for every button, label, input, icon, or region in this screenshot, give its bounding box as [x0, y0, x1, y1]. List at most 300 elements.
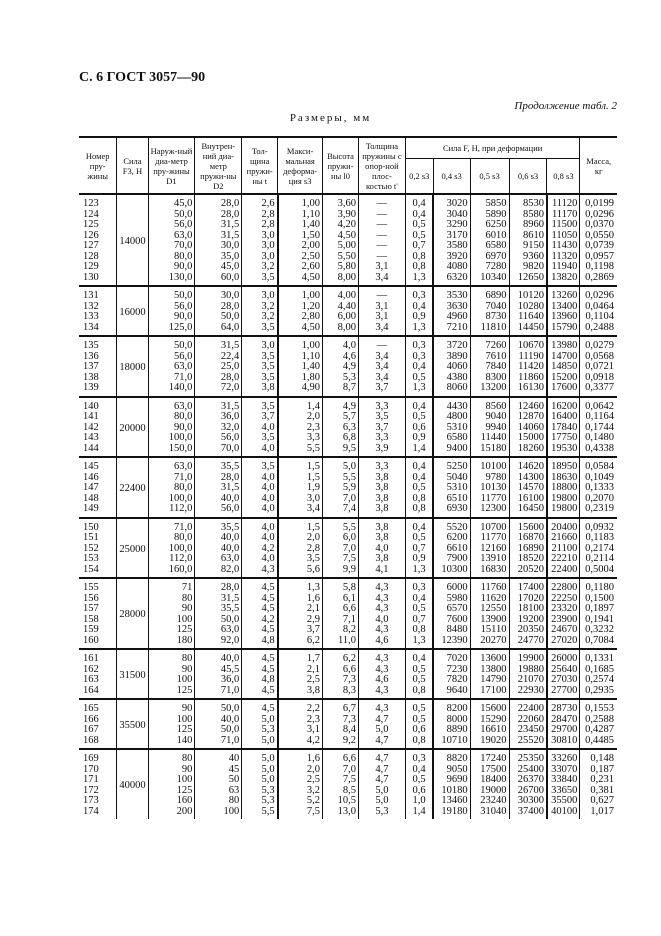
- mass-cell: 0,231: [580, 775, 617, 786]
- force-05-cell: 15290: [470, 715, 509, 726]
- force-04-cell: 10180: [433, 786, 470, 797]
- inner-diameter-cell: 45: [195, 765, 242, 776]
- support-thickness-cell: 3,3: [358, 433, 405, 444]
- inner-diameter-cell: 56,0: [195, 433, 242, 444]
- spring-number-cell: 126: [83, 229, 99, 241]
- max-deformation-cell: 2,1: [278, 604, 323, 615]
- force-02-cell: 0,6: [405, 423, 433, 434]
- height-cell: 8,7: [323, 383, 359, 397]
- force-06-cell: 14570: [509, 483, 547, 494]
- outer-diameter-cell: 80,0: [148, 412, 195, 423]
- force-08-cell: 21100: [547, 544, 580, 555]
- mass-cell: 0,1500: [580, 594, 617, 605]
- outer-diameter-cell: 71,0: [148, 518, 195, 534]
- thickness-cell: 5,0: [242, 749, 278, 765]
- height-cell: 7,5: [323, 775, 359, 786]
- outer-diameter-cell: 56,0: [148, 352, 195, 363]
- force-06-cell: 15600: [509, 518, 547, 534]
- inner-diameter-cell: 40,0: [195, 533, 242, 544]
- force-f3-cell: 16000: [117, 286, 148, 336]
- height-cell: 7,0: [323, 494, 359, 505]
- support-thickness-cell: —: [358, 252, 405, 263]
- spring-number-cell: 152: [83, 542, 99, 554]
- height-cell: 11,0: [323, 636, 359, 650]
- force-06-cell: 25520: [509, 736, 547, 750]
- max-deformation-cell: 1,00: [278, 286, 323, 302]
- outer-diameter-cell: 90,0: [148, 262, 195, 273]
- spring-number-cell: 162: [83, 663, 99, 675]
- force-02-cell: 0,5: [405, 533, 433, 544]
- force-06-cell: 20350: [509, 625, 547, 636]
- force-02-cell: 0,9: [405, 554, 433, 565]
- mass-cell: 0,3232: [580, 625, 617, 636]
- force-02-cell: 0,8: [405, 736, 433, 750]
- force-02-cell: 0,4: [405, 194, 433, 210]
- height-cell: 6,8: [323, 433, 359, 444]
- force-08-cell: 11430: [547, 241, 580, 252]
- force-04-cell: 13460: [433, 796, 470, 807]
- spring-number-cell: 172: [83, 784, 99, 796]
- force-08-cell: 26000: [547, 649, 580, 665]
- force-02-cell: 0,4: [405, 457, 433, 473]
- force-06-cell: 25400: [509, 765, 547, 776]
- force-06-cell: 18100: [509, 604, 547, 615]
- force-04-cell: 7230: [433, 665, 470, 676]
- force-06-cell: 14300: [509, 473, 547, 484]
- max-deformation-cell: 2,60: [278, 262, 323, 273]
- force-05-cell: 10130: [470, 483, 509, 494]
- table-row: [79, 323, 617, 337]
- force-04-cell: 8060: [433, 383, 470, 397]
- mass-cell: 0,0550: [580, 231, 617, 242]
- force-f3-cell: 14000: [117, 194, 148, 286]
- spring-number-cell: 161: [83, 653, 99, 664]
- force-08-cell: 14700: [547, 352, 580, 363]
- force-05-cell: 12550: [470, 604, 509, 615]
- spring-number-cell: 167: [83, 724, 99, 735]
- inner-diameter-cell: 72,0: [195, 383, 242, 397]
- spring-number-cell: 151: [83, 532, 99, 543]
- thickness-cell: 4,5: [242, 699, 278, 715]
- outer-diameter-cell: 125,0: [148, 323, 195, 337]
- force-08-cell: 11500: [547, 220, 580, 231]
- max-deformation-cell: 4,90: [278, 383, 323, 397]
- mass-cell: 0,1941: [580, 615, 617, 626]
- thickness-cell: 4,0: [242, 473, 278, 484]
- max-deformation-cell: 2,8: [278, 544, 323, 555]
- force-08-cell: 18950: [547, 457, 580, 473]
- force-04-cell: 7020: [433, 649, 470, 665]
- spring-number-cell: 164: [83, 684, 99, 696]
- max-deformation-cell: 3,8: [278, 686, 323, 700]
- table-row: [79, 504, 617, 518]
- spring-number-cell: 174: [83, 805, 99, 817]
- max-deformation-cell: 1,40: [278, 362, 323, 373]
- mass-cell: 0,2070: [580, 494, 617, 505]
- force-02-cell: 0,3: [405, 336, 433, 352]
- outer-diameter-cell: 90,0: [148, 312, 195, 323]
- force-06-cell: 10670: [509, 336, 547, 352]
- spring-number-cell: 145: [83, 461, 99, 472]
- force-04-cell: 5310: [433, 483, 470, 494]
- mass-cell: 0,0370: [580, 220, 617, 231]
- support-thickness-cell: 3,1: [358, 312, 405, 323]
- force-04-cell: 9640: [433, 686, 470, 700]
- spring-number-cell: 153: [83, 553, 99, 564]
- force-05-cell: 18400: [470, 775, 509, 786]
- header-number: Номер пру-жины: [79, 137, 117, 194]
- force-05-cell: 11440: [470, 433, 509, 444]
- thickness-cell: 4,8: [242, 675, 278, 686]
- inner-diameter-cell: 100: [195, 807, 242, 820]
- mass-cell: 0,4338: [580, 444, 617, 458]
- force-02-cell: 0,3: [405, 578, 433, 594]
- mass-cell: 0,0279: [580, 336, 617, 352]
- force-06-cell: 10120: [509, 286, 547, 302]
- thickness-cell: 4,5: [242, 625, 278, 636]
- spring-number-cell: 148: [83, 492, 99, 504]
- thickness-cell: 4,0: [242, 504, 278, 518]
- support-thickness-cell: 3,8: [358, 554, 405, 565]
- max-deformation-cell: 1,7: [278, 649, 323, 665]
- force-02-cell: 0,5: [405, 604, 433, 615]
- force-04-cell: 5250: [433, 457, 470, 473]
- support-thickness-cell: 3,9: [358, 444, 405, 458]
- spring-number-cell: 147: [83, 482, 99, 493]
- force-08-cell: 30810: [547, 736, 580, 750]
- force-05-cell: 11620: [470, 594, 509, 605]
- thickness-cell: 3,0: [242, 336, 278, 352]
- thickness-cell: 4,0: [242, 554, 278, 565]
- force-f3-cell: 22400: [117, 457, 148, 518]
- max-deformation-cell: 6,2: [278, 636, 323, 650]
- table-row: [79, 518, 617, 534]
- force-06-cell: 16870: [509, 533, 547, 544]
- table-row: [79, 362, 617, 373]
- force-04-cell: 4800: [433, 412, 470, 423]
- force-04-cell: 10300: [433, 565, 470, 579]
- spring-number-cell: 134: [83, 321, 99, 333]
- force-06-cell: 26370: [509, 775, 547, 786]
- height-cell: 3,60: [323, 194, 359, 210]
- table-row: [79, 636, 617, 650]
- max-deformation-cell: 2,2: [278, 699, 323, 715]
- force-06-cell: 14450: [509, 323, 547, 337]
- force-05-cell: 8560: [470, 397, 509, 413]
- mass-cell: 0,0932: [580, 518, 617, 534]
- force-06-cell: 12650: [509, 273, 547, 287]
- max-deformation-cell: 3,7: [278, 625, 323, 636]
- inner-diameter-cell: 63: [195, 786, 242, 797]
- table-row: [79, 649, 617, 665]
- support-thickness-cell: —: [358, 336, 405, 352]
- max-deformation-cell: 2,5: [278, 675, 323, 686]
- force-04-cell: 4960: [433, 312, 470, 323]
- mass-cell: 0,1183: [580, 533, 617, 544]
- max-deformation-cell: 1,20: [278, 302, 323, 313]
- inner-diameter-cell: 28,0: [195, 373, 242, 384]
- force-05-cell: 13900: [470, 615, 509, 626]
- spring-number-cell: 160: [83, 634, 99, 646]
- max-deformation-cell: 3,1: [278, 725, 323, 736]
- height-cell: 6,00: [323, 312, 359, 323]
- force-05-cell: 16610: [470, 725, 509, 736]
- force-06-cell: 8610: [509, 231, 547, 242]
- force-06-cell: 18260: [509, 444, 547, 458]
- outer-diameter-cell: 112,0: [148, 504, 195, 518]
- force-08-cell: 35500: [547, 796, 580, 807]
- force-04-cell: 3040: [433, 210, 470, 221]
- max-deformation-cell: 5,6: [278, 565, 323, 579]
- thickness-cell: 4,2: [242, 544, 278, 555]
- force-04-cell: 4080: [433, 262, 470, 273]
- height-cell: 5,0: [323, 457, 359, 473]
- force-08-cell: 22400: [547, 565, 580, 579]
- thickness-cell: 3,5: [242, 323, 278, 337]
- spring-number-cell: 139: [83, 382, 99, 393]
- spring-number-cell: 129: [83, 261, 99, 272]
- max-deformation-cell: 5,2: [278, 796, 323, 807]
- force-05-cell: 14790: [470, 675, 509, 686]
- force-02-cell: 0,5: [405, 412, 433, 423]
- force-06-cell: 17020: [509, 594, 547, 605]
- mass-cell: 1,017: [580, 807, 617, 820]
- force-08-cell: 20400: [547, 518, 580, 534]
- outer-diameter-cell: 150,0: [148, 444, 195, 458]
- max-deformation-cell: 3,4: [278, 504, 323, 518]
- support-thickness-cell: 4,3: [358, 625, 405, 636]
- force-04-cell: 4380: [433, 373, 470, 384]
- force-04-cell: 3020: [433, 194, 470, 210]
- thickness-cell: 3,2: [242, 302, 278, 313]
- support-thickness-cell: 3,4: [358, 323, 405, 337]
- thickness-cell: 2,8: [242, 220, 278, 231]
- force-05-cell: 10340: [470, 273, 509, 287]
- inner-diameter-cell: 30,0: [195, 241, 242, 252]
- spring-number-cell: 165: [83, 703, 99, 714]
- outer-diameter-cell: 71: [148, 578, 195, 594]
- force-05-cell: 15600: [470, 699, 509, 715]
- force-05-cell: 9040: [470, 412, 509, 423]
- thickness-cell: 3,5: [242, 273, 278, 287]
- force-04-cell: 3720: [433, 336, 470, 352]
- height-cell: 8,2: [323, 625, 359, 636]
- spring-number-cell: 171: [83, 774, 99, 785]
- force-06-cell: 18520: [509, 554, 547, 565]
- outer-diameter-cell: 125: [148, 625, 195, 636]
- max-deformation-cell: 7,5: [278, 807, 323, 820]
- force-02-cell: 1,3: [405, 323, 433, 337]
- force-02-cell: 0,4: [405, 649, 433, 665]
- force-05-cell: 17240: [470, 749, 509, 765]
- force-06-cell: 9150: [509, 241, 547, 252]
- header-f06: 0,6 s3: [509, 159, 547, 195]
- force-02-cell: 0,5: [405, 231, 433, 242]
- mass-cell: 0,1897: [580, 604, 617, 615]
- force-08-cell: 22800: [547, 578, 580, 594]
- force-02-cell: 0,8: [405, 494, 433, 505]
- force-06-cell: 16130: [509, 383, 547, 397]
- max-deformation-cell: 4,50: [278, 323, 323, 337]
- header-mass: Масса, кг: [580, 137, 617, 194]
- height-cell: 5,00: [323, 241, 359, 252]
- mass-cell: 0,1164: [580, 412, 617, 423]
- force-06-cell: 11190: [509, 352, 547, 363]
- force-f3-cell: 20000: [117, 397, 148, 458]
- spring-number-cell: 136: [83, 350, 99, 362]
- header-f05: 0,5 s3: [470, 159, 509, 195]
- thickness-cell: 3,5: [242, 352, 278, 363]
- spring-group: [79, 397, 617, 458]
- thickness-cell: 4,0: [242, 533, 278, 544]
- support-thickness-cell: 3,8: [358, 504, 405, 518]
- inner-diameter-cell: 63,0: [195, 554, 242, 565]
- support-thickness-cell: 3,1: [358, 302, 405, 313]
- force-04-cell: 8200: [433, 699, 470, 715]
- inner-diameter-cell: 31,5: [195, 483, 242, 494]
- inner-diameter-cell: 35,5: [195, 604, 242, 615]
- force-06-cell: 17400: [509, 578, 547, 594]
- table-row: [79, 483, 617, 494]
- force-02-cell: 1,3: [405, 273, 433, 287]
- inner-diameter-cell: 28,0: [195, 210, 242, 221]
- inner-diameter-cell: 45,0: [195, 262, 242, 273]
- force-04-cell: 6510: [433, 494, 470, 505]
- mass-cell: 0,2574: [580, 675, 617, 686]
- table-row: [79, 412, 617, 423]
- max-deformation-cell: 3,5: [278, 554, 323, 565]
- thickness-cell: 3,0: [242, 252, 278, 263]
- spring-number-cell: 128: [83, 250, 99, 262]
- force-06-cell: 8580: [509, 210, 547, 221]
- mass-cell: 0,0296: [580, 286, 617, 302]
- force-02-cell: 0,6: [405, 786, 433, 797]
- height-cell: 6,1: [323, 594, 359, 605]
- force-04-cell: 3170: [433, 231, 470, 242]
- height-cell: 4,0: [323, 336, 359, 352]
- height-cell: 13,0: [323, 807, 359, 820]
- force-04-cell: 12390: [433, 636, 470, 650]
- inner-diameter-cell: 63,0: [195, 625, 242, 636]
- inner-diameter-cell: 31,5: [195, 336, 242, 352]
- inner-diameter-cell: 35,0: [195, 252, 242, 263]
- spring-number-cell: 137: [83, 361, 99, 372]
- inner-diameter-cell: 50: [195, 775, 242, 786]
- outer-diameter-cell: 90: [148, 765, 195, 776]
- force-08-cell: 11940: [547, 262, 580, 273]
- table-continuation-label: Продолжение табл. 2: [514, 100, 617, 112]
- force-06-cell: 21070: [509, 675, 547, 686]
- height-cell: 3,90: [323, 210, 359, 221]
- spring-group: [79, 457, 617, 518]
- spring-number-cell: 166: [83, 713, 99, 725]
- support-thickness-cell: 4,3: [358, 649, 405, 665]
- inner-diameter-cell: 36,0: [195, 675, 242, 686]
- max-deformation-cell: 1,10: [278, 352, 323, 363]
- force-06-cell: 30300: [509, 796, 547, 807]
- force-05-cell: 9780: [470, 473, 509, 484]
- height-cell: 6,3: [323, 423, 359, 434]
- force-f3-cell: 28000: [117, 578, 148, 649]
- force-04-cell: 6200: [433, 533, 470, 544]
- force-06-cell: 19900: [509, 649, 547, 665]
- outer-diameter-cell: 160: [148, 796, 195, 807]
- table-row: [79, 312, 617, 323]
- thickness-cell: 3,8: [242, 383, 278, 397]
- force-05-cell: 17100: [470, 686, 509, 700]
- force-06-cell: 16100: [509, 494, 547, 505]
- force-08-cell: 24670: [547, 625, 580, 636]
- outer-diameter-cell: 125: [148, 786, 195, 797]
- force-06-cell: 12460: [509, 397, 547, 413]
- force-f3-cell: 31500: [117, 649, 148, 699]
- thickness-cell: 4,8: [242, 636, 278, 650]
- outer-diameter-cell: 63,0: [148, 457, 195, 473]
- inner-diameter-cell: 31,5: [195, 231, 242, 242]
- force-05-cell: 10700: [470, 518, 509, 534]
- height-cell: 8,00: [323, 273, 359, 287]
- outer-diameter-cell: 100: [148, 675, 195, 686]
- spring-number-cell: 140: [83, 400, 99, 412]
- force-02-cell: 1,4: [405, 444, 433, 458]
- thickness-cell: 4,0: [242, 444, 278, 458]
- force-05-cell: 17500: [470, 765, 509, 776]
- force-05-cell: 6250: [470, 220, 509, 231]
- force-08-cell: 11050: [547, 231, 580, 242]
- max-deformation-cell: 1,6: [278, 594, 323, 605]
- inner-diameter-cell: 50,0: [195, 615, 242, 626]
- max-deformation-cell: 1,80: [278, 373, 323, 384]
- table-row: [79, 699, 617, 715]
- height-cell: 8,5: [323, 786, 359, 797]
- mass-cell: 0,0918: [580, 373, 617, 384]
- force-05-cell: 5890: [470, 210, 509, 221]
- thickness-cell: 3,0: [242, 231, 278, 242]
- height-cell: 6,6: [323, 665, 359, 676]
- height-cell: 5,8: [323, 578, 359, 594]
- support-thickness-cell: 4,3: [358, 594, 405, 605]
- spring-number-cell: 170: [83, 763, 99, 775]
- inner-diameter-cell: 28,0: [195, 473, 242, 484]
- force-02-cell: 1,3: [405, 565, 433, 579]
- table-row: [79, 457, 617, 473]
- outer-diameter-cell: 70,0: [148, 241, 195, 252]
- force-05-cell: 7280: [470, 262, 509, 273]
- force-08-cell: 28730: [547, 699, 580, 715]
- outer-diameter-cell: 140,0: [148, 383, 195, 397]
- max-deformation-cell: 2,1: [278, 665, 323, 676]
- height-cell: 4,40: [323, 302, 359, 313]
- support-thickness-cell: 4,7: [358, 715, 405, 726]
- thickness-cell: 5,5: [242, 807, 278, 820]
- inner-diameter-cell: 40,0: [195, 544, 242, 555]
- spring-number-cell: 135: [83, 340, 99, 351]
- inner-diameter-cell: 31,5: [195, 594, 242, 605]
- force-02-cell: 0,5: [405, 775, 433, 786]
- force-02-cell: 1,0: [405, 796, 433, 807]
- inner-diameter-cell: 35,5: [195, 518, 242, 534]
- force-05-cell: 11770: [470, 533, 509, 544]
- outer-diameter-cell: 50,0: [148, 210, 195, 221]
- mass-cell: 0,0957: [580, 252, 617, 263]
- force-08-cell: 11170: [547, 210, 580, 221]
- force-08-cell: 22210: [547, 554, 580, 565]
- max-deformation-cell: 3,2: [278, 786, 323, 797]
- force-08-cell: 33260: [547, 749, 580, 765]
- max-deformation-cell: 4,2: [278, 736, 323, 750]
- force-04-cell: 6580: [433, 433, 470, 444]
- header-max-deformation: Макси-мальная деформа-ция s3: [278, 137, 323, 194]
